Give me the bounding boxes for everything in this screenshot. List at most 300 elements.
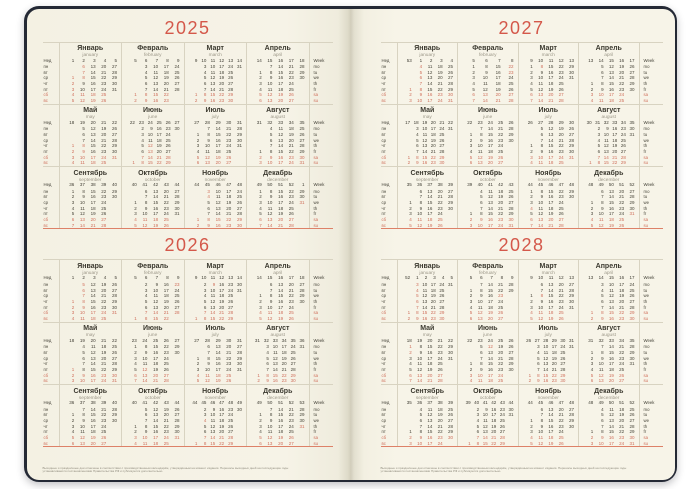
weekday-label-en: su (643, 98, 649, 104)
day-cell: 30 (237, 361, 243, 367)
day-cell: 17 (427, 211, 433, 217)
day-cell: 16 (153, 349, 159, 355)
day-cell: 11 (417, 217, 423, 223)
day-cell: 8 (203, 92, 207, 98)
day-cell: 7 (259, 222, 262, 228)
day-cell: 5 (82, 126, 85, 132)
day-cell: 13 (215, 205, 221, 211)
day-cell: 13 (278, 281, 284, 287)
weekday-row (583, 223, 635, 229)
month-name-ru: Июль (205, 325, 226, 333)
weekday-row (462, 223, 514, 229)
day-cell: 8 (269, 188, 273, 194)
month-6 (121, 105, 184, 166)
spacer (382, 167, 397, 182)
day-cell: 24 (101, 378, 107, 384)
weekday-label-en: tu (313, 194, 318, 200)
week-number: 12 (558, 275, 564, 281)
day-cell: 21 (153, 378, 159, 384)
day-cell: 2 (530, 149, 533, 155)
day-cell: 28 (629, 194, 635, 200)
week-number: 35 (629, 337, 635, 343)
day-cell: 4 (259, 205, 262, 211)
month-name-en: april (604, 270, 614, 276)
month-12 (246, 167, 309, 228)
day-cell: 6 (472, 92, 475, 98)
day-cell: 14 (608, 344, 614, 350)
spacer (44, 167, 59, 182)
day-cell: 6 (144, 188, 148, 194)
day-cell: 2 (469, 293, 473, 299)
day-cell: 15 (215, 355, 221, 361)
weekday-label-en: mo (643, 64, 650, 69)
day-cell: 28 (299, 287, 305, 293)
weekday-label-ru: ср (43, 75, 49, 81)
day-cell: 14 (487, 281, 493, 287)
week-number: 11 (548, 275, 554, 281)
day-cell: 22 (156, 160, 162, 166)
day-cell: 28 (228, 435, 234, 440)
spacer (314, 43, 333, 58)
day-cell: 27 (629, 69, 635, 75)
weekday-label-en: fr (643, 367, 647, 372)
day-cell: 19 (619, 293, 625, 299)
week-col-header-en: Week (313, 182, 325, 188)
day-cell: 6 (82, 132, 85, 137)
day-cell: 24 (288, 304, 294, 310)
month-name-ru: Июнь (477, 107, 498, 115)
day-cell: 4 (259, 310, 262, 316)
day-cell: 27 (299, 281, 305, 287)
weekday-labels-ru (381, 43, 397, 104)
day-cell: 24 (237, 188, 243, 194)
day-cell: 29 (112, 299, 118, 304)
day-cell: 10 (272, 344, 278, 350)
day-cell: 18 (90, 429, 96, 435)
day-cell: 6 (203, 429, 207, 435)
weekday-label-ru: пн (381, 64, 387, 69)
day-cell: 14 (548, 287, 554, 293)
weekday-row (64, 160, 118, 166)
day-cell: 26 (568, 126, 574, 132)
day-cell: 29 (508, 132, 514, 137)
week-number: 20 (427, 337, 433, 343)
day-cell: 21 (619, 304, 625, 310)
day-cell: 4 (82, 344, 85, 350)
week-number: 21 (437, 337, 443, 343)
day-cell (231, 378, 242, 384)
month-6 (121, 323, 184, 384)
day-cell: 3 (259, 160, 262, 166)
spacer (314, 385, 333, 400)
day-cell: 9 (82, 81, 85, 87)
day-cell: 23 (288, 417, 294, 423)
day-cell: 9 (269, 194, 273, 200)
week-number: 47 (219, 400, 225, 406)
day-cell: 4 (416, 132, 419, 137)
week-number: 47 (226, 182, 232, 188)
week-number: 22 (112, 337, 118, 343)
day-cell: 26 (112, 349, 118, 355)
month-title (583, 43, 635, 58)
week-number: 24 (142, 337, 148, 343)
month-title (583, 260, 635, 275)
day-cell: 11 (80, 92, 85, 98)
week-number: 13 (228, 57, 234, 63)
day-cell: 1 (409, 344, 412, 350)
day-cell: 11 (215, 194, 221, 200)
day-cell: 30 (568, 194, 574, 200)
day-cell: 20 (156, 149, 162, 155)
day-cell: 27 (112, 287, 118, 293)
weekday-label-ru: чт (381, 423, 386, 429)
day-cell (564, 223, 574, 229)
day-cell: 8 (537, 372, 540, 378)
month-name-ru: Июль (538, 325, 559, 333)
day-cell: 10 (482, 412, 488, 418)
day-cell: 10 (142, 211, 148, 217)
day-cell: 17 (153, 211, 159, 217)
day-cell: 24 (629, 281, 635, 287)
day-cell: 1 (528, 372, 532, 378)
day-cell: 2 (469, 137, 473, 143)
weekday-label-ru: вт (381, 287, 386, 293)
day-cell: 19 (558, 126, 564, 132)
footer-note: Выходные и праздничные дни отмечены в соответствии с производственным календарём, утверждённым на момент издания. Переносы выходных дней на последующие годы устанавливаются постановлениями Правительства РФ и публикуются дополнительно. (42, 465, 289, 473)
day-cell: 11 (538, 205, 544, 211)
weekday-label-ru: вт (381, 69, 386, 75)
day-cell: 11 (210, 69, 216, 75)
day-cell: 21 (548, 98, 554, 104)
day-cell: 11 (90, 344, 96, 350)
weekday-label-ru: пн (43, 344, 49, 350)
week-number: 5 (114, 57, 118, 63)
weekday-label-en: su (643, 440, 649, 446)
day-cell: 16 (548, 423, 554, 429)
day-cell: 16 (608, 435, 614, 440)
month-1 (397, 260, 458, 321)
spacer (314, 260, 333, 275)
day-cell: 25 (558, 81, 564, 87)
month-name-ru: Май (420, 325, 435, 333)
week-number: 13 (588, 275, 594, 281)
weekday-label-ru: чт (43, 361, 48, 367)
weekday-label-en: mo (313, 281, 320, 287)
day-cell: 27 (163, 372, 169, 378)
day-cell: 24 (101, 86, 107, 92)
day-cell: 16 (215, 361, 221, 367)
month-name-ru: Декабрь (263, 387, 293, 395)
day-cell (106, 441, 117, 447)
day-cell: 9 (480, 293, 483, 299)
week-number: 16 (619, 275, 625, 281)
day-cell: 14 (548, 137, 554, 143)
day-cell: 7 (480, 281, 483, 287)
week-number: 6 (485, 57, 488, 63)
day-cell: 22 (219, 92, 225, 98)
weekday-label-ru: ср (43, 355, 49, 361)
day-cell: 13 (548, 406, 554, 412)
spacer (644, 105, 663, 120)
day-cell: 19 (278, 435, 284, 440)
week-number: 15 (608, 57, 614, 63)
day-cell: 14 (487, 126, 493, 132)
day-cell: 31 (568, 344, 574, 350)
weekday-label-en: mo (643, 126, 650, 132)
day-cell: 18 (153, 217, 159, 223)
month-name-en: september (78, 177, 102, 183)
day-cell: 27 (288, 98, 294, 104)
day-cell: 6 (266, 361, 269, 367)
page-left (27, 9, 351, 480)
month-title (126, 260, 180, 275)
day-cell: 3 (144, 64, 148, 69)
day-cell: 15 (548, 64, 554, 69)
day-cell: 16 (427, 435, 433, 440)
day-cell: 4 (530, 435, 533, 440)
day-cell: 12 (482, 86, 488, 92)
month-name-ru: Апрель (595, 262, 622, 270)
day-cell: 13 (482, 92, 488, 98)
day-cell: 3 (259, 423, 262, 429)
day-cell: 7 (82, 69, 85, 75)
day-cell: 12 (482, 423, 488, 429)
week-number: 41 (142, 400, 148, 406)
month-name-en: january (82, 270, 99, 276)
day-cell: 16 (548, 299, 554, 304)
month-4 (578, 43, 639, 104)
week-number: 50 (608, 400, 614, 406)
day-cell: 3 (259, 304, 262, 310)
day-cell: 12 (142, 222, 148, 228)
weekday-label-en: th (643, 299, 648, 304)
day-cell: 12 (90, 349, 96, 355)
day-cell: 21 (430, 149, 436, 155)
weekday-label-en: we (643, 417, 649, 423)
day-cell: 13 (548, 132, 554, 137)
day-cell: 17 (226, 188, 232, 194)
day-cell: 20 (437, 75, 443, 81)
month-title (462, 260, 514, 275)
day-cell: 2 (259, 417, 262, 423)
day-cell: 10 (79, 154, 85, 160)
day-cell: 11 (538, 310, 544, 316)
day-cell: 18 (281, 349, 287, 355)
weekday-label-en: we (313, 200, 319, 205)
day-cell: 2 (259, 154, 262, 160)
day-cell: 29 (112, 412, 118, 418)
day-cell: 15 (603, 160, 609, 166)
day-cell: 3 (266, 344, 269, 350)
day-cell: 11 (148, 137, 153, 143)
day-cell: 4 (207, 194, 210, 200)
day-cell: 16 (278, 154, 284, 160)
day-cell: 7 (409, 378, 412, 384)
weekday-label-ru: пн (43, 64, 49, 69)
month-9 (397, 385, 458, 446)
day-cell: 4 (134, 217, 137, 223)
day-cell: 3 (409, 98, 412, 104)
day-cell: 11 (422, 287, 428, 293)
day-cell (626, 160, 635, 166)
day-cell: 23 (101, 372, 107, 378)
day-cell: 2 (196, 137, 200, 143)
day-cell: 21 (219, 86, 225, 92)
day-cell: 7 (416, 149, 419, 155)
day-cell: 17 (430, 281, 436, 287)
weekday-label-ru: пт (43, 211, 48, 217)
weekday-row (523, 223, 575, 229)
day-cell: 19 (153, 222, 159, 228)
day-cell: 12 (278, 132, 284, 137)
day-cell: 29 (299, 149, 305, 155)
day-cell: 19 (101, 126, 107, 132)
day-cell: 11 (142, 440, 148, 446)
day-cell: 25 (228, 69, 234, 75)
month-name-en: december (267, 177, 289, 183)
day-cell: 28 (174, 310, 180, 316)
day-cell: 7 (134, 378, 137, 384)
calendar-grid-2027 (381, 42, 663, 230)
day-cell: 5 (537, 355, 540, 361)
day-cell: 6 (409, 372, 412, 378)
day-cell: 22 (558, 143, 564, 149)
month-name-ru: Ноябрь (535, 387, 562, 395)
day-cell: 3 (530, 154, 533, 160)
day-cell: 3 (207, 188, 210, 194)
day-cell: 2 (71, 372, 75, 378)
day-cell: 30 (174, 349, 180, 355)
day-cell: 6 (601, 299, 604, 304)
day-cell: 30 (629, 435, 635, 440)
spacer (382, 260, 397, 275)
week-number: 28 (548, 119, 554, 125)
day-cell: 19 (608, 372, 614, 378)
day-cell: 19 (90, 435, 96, 440)
day-cell: 9 (144, 205, 148, 211)
year-title: 2026 (164, 235, 211, 256)
week-number: 27 (534, 337, 540, 343)
day-cell: 13 (608, 417, 614, 423)
day-cell: 15 (487, 132, 493, 137)
day-cell: 13 (278, 137, 284, 143)
month-name-en: june (483, 333, 493, 339)
day-cell: 5 (259, 316, 262, 322)
day-cell: 27 (101, 217, 107, 223)
month-name-ru: Апрель (264, 45, 291, 52)
day-cell: 10 (417, 211, 423, 217)
weekday-label-ru: чт (43, 423, 48, 429)
day-cell: 14 (427, 423, 433, 429)
day-cell: 7 (419, 423, 423, 429)
month-name-en: november (537, 395, 559, 401)
day-cell: 21 (619, 344, 625, 350)
day-cell: 22 (288, 293, 294, 299)
week-number: 9 (177, 57, 180, 63)
day-cell: 2 (590, 205, 594, 211)
day-cell: 28 (112, 361, 118, 367)
day-cell: 9 (212, 281, 216, 287)
day-cell: 15 (272, 372, 278, 378)
month-title (189, 260, 243, 275)
day-cell: 1 (469, 361, 473, 367)
week-number: 39 (101, 182, 107, 188)
day-cell: 31 (447, 98, 453, 104)
day-cell: 5 (590, 372, 594, 378)
day-cell: 13 (427, 75, 433, 81)
week-number: 39 (101, 400, 107, 406)
month-title (126, 323, 180, 338)
month-name-en: march (541, 53, 555, 58)
day-cell: 5 (82, 349, 85, 355)
day-cell: 16 (487, 217, 493, 223)
day-cell: 18 (491, 417, 497, 423)
day-cell: 7 (269, 287, 273, 293)
day-cell: 16 (608, 316, 614, 322)
day-cell: 12 (267, 435, 273, 440)
week-number: 16 (619, 57, 625, 63)
day-cell: 9 (82, 149, 85, 155)
day-cell: 4 (203, 293, 207, 299)
month-5 (397, 323, 458, 384)
day-cell: 1 (259, 188, 262, 194)
day-cell: 16 (215, 137, 221, 143)
day-cell (169, 223, 180, 229)
day-cell: 1 (196, 355, 200, 361)
day-cell: 16 (163, 281, 169, 287)
day-cell: 3 (476, 412, 480, 418)
day-cell: 1 (134, 316, 137, 322)
month-name-ru: Май (83, 107, 98, 115)
day-cell: 1 (259, 293, 262, 299)
week-number: 40 (474, 400, 480, 406)
week-number: 13 (568, 57, 574, 63)
week-number: 52 (288, 182, 294, 188)
month-7 (518, 105, 579, 166)
day-cell: 21 (498, 205, 504, 211)
week-number: 52 (629, 182, 635, 188)
week-number: 41 (482, 400, 488, 406)
day-cell: 25 (499, 417, 505, 423)
day-cell: 18 (548, 310, 554, 316)
day-cell: 14 (608, 75, 614, 81)
day-cell: 26 (101, 98, 107, 104)
week-number: 32 (263, 337, 269, 343)
weekday-row (523, 98, 575, 104)
day-cell: 14 (278, 64, 284, 69)
day-cell: 24 (288, 423, 294, 429)
day-cell: 16 (90, 194, 96, 200)
month-8 (246, 105, 309, 166)
day-cell: 13 (422, 143, 428, 149)
week-number: 5 (134, 57, 137, 63)
month-4 (246, 43, 309, 104)
weekday-label-en: we (313, 137, 319, 143)
day-cell: 19 (101, 281, 107, 287)
week-number: 44 (192, 400, 198, 406)
day-cell: 19 (619, 412, 625, 418)
month-name-ru: Март (539, 45, 557, 52)
day-cell: 28 (499, 435, 505, 440)
month-name-ru: Февраль (472, 45, 504, 52)
day-cell: 22 (612, 160, 618, 166)
week-number: 48 (568, 400, 574, 406)
day-cell: 2 (71, 304, 75, 310)
day-cell: 26 (558, 316, 564, 322)
day-cell: 18 (608, 367, 614, 372)
day-cell: 23 (437, 435, 443, 440)
weekday-label-en: we (643, 75, 649, 81)
